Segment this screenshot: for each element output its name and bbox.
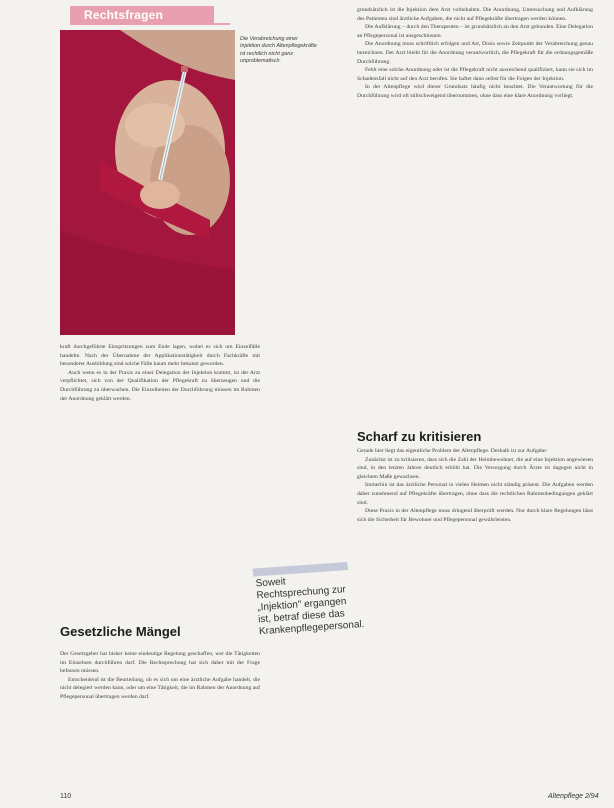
page-number: 110: [60, 793, 72, 800]
left-column-top: [60, 343, 260, 403]
paragraph: Die Aufklärung – durch den Therapeuten – ist grundsätzlich an den Arzt gebunden. Eine Delegation an Pflegepersonal ist ausgeschlossen.: [357, 24, 593, 39]
section-banner: [70, 6, 214, 24]
paragraph: Entscheidend ist die Beurteilung, ob es sich um eine ärztliche Aufgabe handelt, die nicht delegiert werden kann, oder um eine Tätigkeit, die im Rahmen der Anordnung auf Pflegepersonal übertragen werden darf.: [60, 676, 260, 700]
left-column-bottom: [60, 650, 260, 702]
paragraph: Der Gesetzgeber hat bisher keine eindeutige Regelung geschaffen, wer die Tätigkeiten im Einzelnen durchführen darf. Die Rechtsprechung hat sich daher mit der Frage befassen müssen.: [60, 651, 260, 675]
paragraph: Immerhin ist das ärztliche Personal in vielen Heimen nicht ständig präsent. Die Aufgaben werden daher zunehmend auf Pflegekräfte übertragen, ohne dass die rechtlichen Rahmenbedingungen geklärt sind.: [357, 482, 593, 506]
photo-caption: Die Verabreichung einer Injektion durch Altenpflegekräfte ist rechtlich nicht ganz unproblematisch.: [240, 36, 317, 65]
pull-quote-text: Soweit Rechtsprechung zur „Injektion" ergangen ist, betraf diese das Krankenpflegepersonal.: [255, 576, 365, 638]
journal-name: Altenpflege 2/94: [548, 793, 599, 800]
paragraph: grundsätzlich ist die Injektion dem Arzt vorbehalten. Die Anordnung, Untersuchung und Aufklärung des Patienten sind ärztliche Aufgaben, die nicht auf Pflegekräfte übertragen werden können.: [357, 7, 593, 22]
section-rule: [70, 23, 230, 25]
paragraph: Diese Praxis in der Altenpflege muss dringend überprüft werden. Nur durch klare Regelungen lässt sich die Sicherheit für Bewohner und Pflegepersonal gewährleisten.: [357, 508, 593, 523]
pull-quote: [253, 562, 365, 669]
paragraph: Auch wenn es in der Praxis zu einer Delegation der Injektion kommt, ist der Arzt verpflichtet, sich von der Qualifikation der Pflegekraft zu überzeugen und die Durchführung zu überwachen. Die Einzelheiten der Durchführung müssen im Rahmen der Anordnung geklärt werden.: [60, 369, 260, 402]
paragraph: Gerade hier liegt das eigentliche Problem der Altenpflege. Deshalb ist zur Aufgabe:: [357, 448, 548, 454]
right-column-top: [357, 6, 593, 101]
right-column-bottom: [357, 447, 593, 524]
paragraph: Fehlt eine solche Anordnung oder ist die Pflegekraft nicht ausreichend qualifiziert, kann sie sich im Schadensfall nicht auf den Arzt berufen. Sie haftet dann selbst für die Folgen der Injektion.: [357, 67, 593, 82]
paragraph: Zunächst ist zu kritisieren, dass sich die Zahl der Heimbewohner, die auf eine Injektion angewiesen sind, in den letzten Jahren deutlich erhöht hat. Die Versorgung durch Ärzte ist dagegen nicht in gleichem Maße gewachsen.: [357, 456, 593, 480]
section-label: Rechtsfragen: [84, 8, 164, 22]
heading-scharf-zu-kritisieren: Scharf zu kritisieren: [357, 429, 482, 444]
injection-photo: [60, 30, 235, 335]
paragraph: Die Anordnung muss schriftlich erfolgen und Art, Dosis sowie Zeitpunkt der Verabreichung genau bezeichnen. Der Arzt bleibt für die Anordnung verantwortlich, die Pflegekraft für die ordnungsgemäße Durchführung.: [357, 41, 593, 65]
paragraph: kraft durchgeführte Einspritzungen zum Ende lagen, wobei es sich um Einzelfälle handelte. Nach der Übernahme der Applikationstätigkeit durch Fachkräfte mit besonderer Ausbildung sind solche Fälle kaum mehr bekannt geworden.: [60, 344, 260, 368]
paragraph: In der Altenpflege wird dieser Grundsatz häufig nicht beachtet. Die Verantwortung für die Durchführung wird oft stillschweigend übernommen, ohne dass eine klare Anordnung vorliegt.: [357, 84, 593, 99]
heading-gesetzliche-maengel: Gesetzliche Mängel: [60, 624, 181, 639]
injection-illustration: [60, 30, 235, 335]
